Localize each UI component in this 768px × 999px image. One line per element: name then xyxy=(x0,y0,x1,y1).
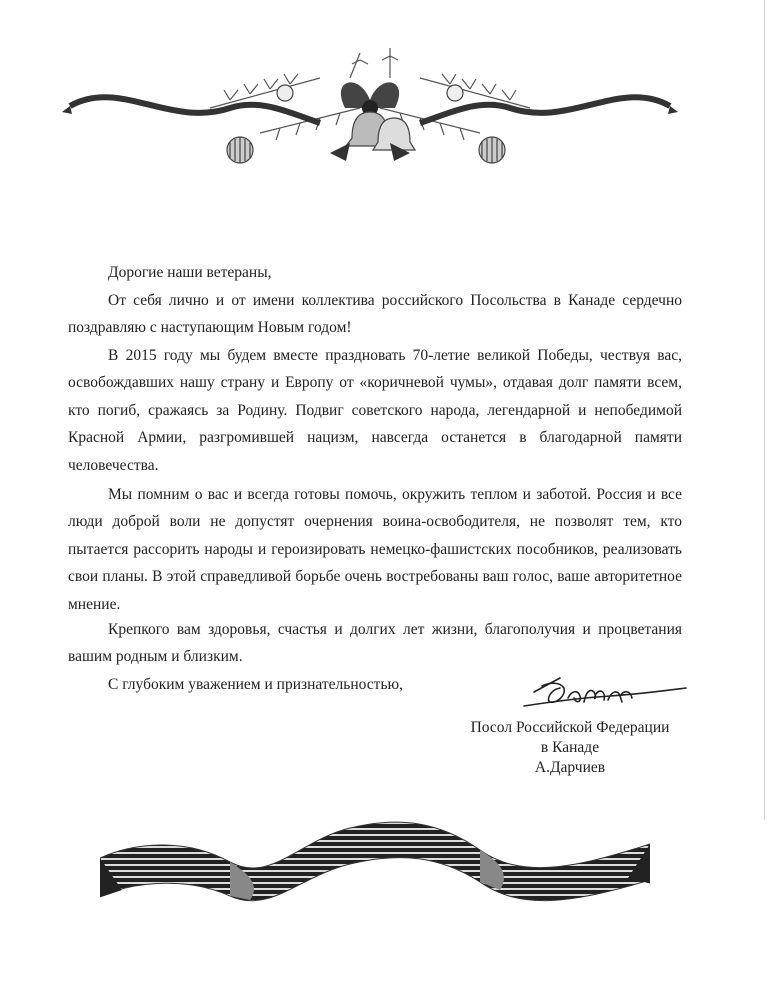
paragraph-2: В 2015 году мы будем вместе праздновать 70-летие великой Победы, чествуя вас, освобождавших нашу страну и Европу от «коричневой чумы», отдавая долг памяти всем, кто погиб, сражаясь за Родину. Подвиг советского народа, легендарной и непобедимой Красной Армии, разгромившей нацизм, навсегда останется в благодарной памяти человечества. xyxy=(68,346,682,474)
paragraph-4: Крепкого вам здоровья, счастья и долгих лет жизни, благополучия и процветания вашим родным и близким. xyxy=(68,620,682,666)
signature-block xyxy=(450,718,690,778)
paragraph-3: Мы помним о вас и всегда готовы помочь, окружить теплом и заботой. Россия и все люди доброй воли не допустят очернения воина-освободителя, не позволят тем, кто пытается рассорить народы и героизировать немецко-фашистских пособников, реализовать свои планы. В этой справедливой борьбе очень востребованы ваш голос, ваше авторитетное мнение. xyxy=(68,485,682,613)
closing: С глубоким уважением и признательностью, xyxy=(108,675,403,693)
salutation: Дорогие наши ветераны, xyxy=(108,263,272,281)
paragraph-1: От себя лично и от имени коллектива российского Посольства в Канаде сердечно поздравляю с наступающим Новым годом! xyxy=(68,291,682,337)
scan-edge-line xyxy=(764,0,765,820)
signature-country: в Канаде xyxy=(540,739,600,756)
handwritten-signature xyxy=(520,672,690,716)
christmas-garland-icon xyxy=(60,38,680,188)
st-george-ribbon-icon xyxy=(100,800,650,920)
signature-title: Посол Российской Федерации xyxy=(470,719,670,736)
signature-name: А.Дарчиев xyxy=(534,759,606,776)
